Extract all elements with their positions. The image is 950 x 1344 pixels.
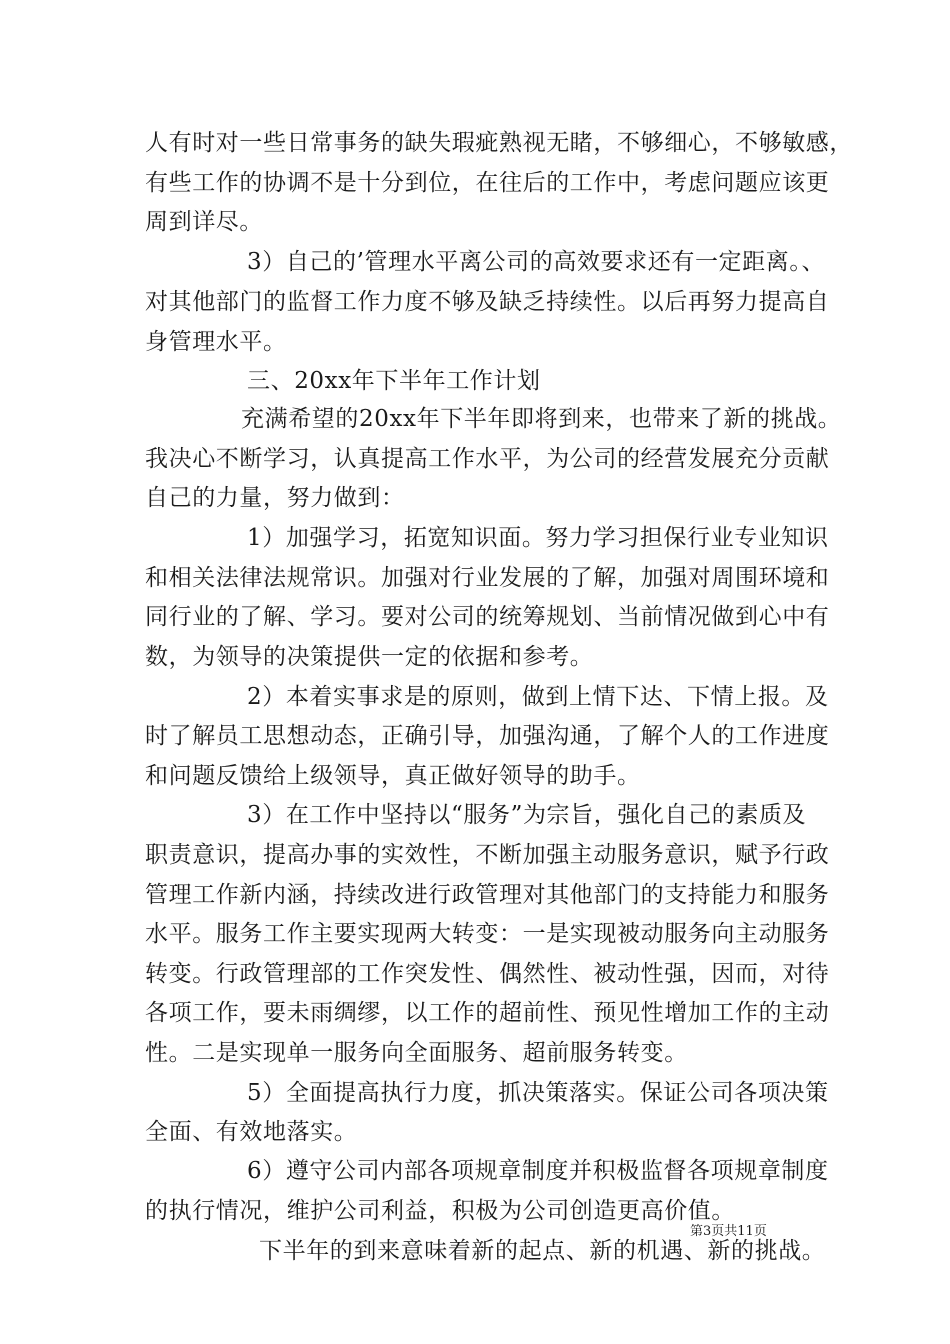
text-line: 性。二是实现单一服务向全面服务、超前服务转变。 xyxy=(145,1040,688,1066)
text-line: 全面、有效地落实。 xyxy=(145,1119,358,1145)
text-line: 各项工作，要未雨绸缪，以工作的超前性、预见性增加工作的主动 xyxy=(145,1000,830,1026)
text-line: 有些工作的协调不是十分到位，在往后的工作中，考虑问题应该更 xyxy=(145,170,830,196)
text-line: 和相关法律法规常识。加强对行业发展的了解，加强对周围环境和 xyxy=(145,565,830,591)
page-footer: 第3页共11页 xyxy=(690,1224,767,1239)
text-line: 6）遵守公司内部各项规章制度并积极监督各项规章制度 xyxy=(247,1158,829,1184)
text-line: 人有时对一些日常事务的缺失瑕疵熟视无睹，不够细心，不够敏感， xyxy=(145,130,853,156)
text-line: 水平。服务工作主要实现两大转变：一是实现被动服务向主动服务 xyxy=(145,921,830,947)
text-line: 的执行情况，维护公司利益，积极为公司创造更高价值。 xyxy=(145,1198,735,1224)
text-line: 身管理水平。 xyxy=(145,329,287,355)
text-line: 5）全面提高执行力度，抓决策落实。保证公司各项决策 xyxy=(247,1080,829,1106)
text-line: 下半年的到来意味着新的起点、新的机遇、新的挑战。 xyxy=(259,1238,826,1264)
text-line: 时了解员工思想动态，正确引导，加强沟通，了解个人的工作进度 xyxy=(145,723,830,749)
text-line: 转变。行政管理部的工作突发性、偶然性、被动性强，因而，对待 xyxy=(145,961,830,987)
text-line: 我决心不断学习，认真提高工作水平，为公司的经营发展充分贡献 xyxy=(145,446,830,472)
text-line: 管理工作新内涵，持续改进行政管理对其他部门的支持能力和服务 xyxy=(145,882,830,908)
text-line: 周到详尽。 xyxy=(145,209,263,235)
text-line: 自己的力量，努力做到： xyxy=(145,485,405,511)
text-line: 和问题反馈给上级领导，真正做好领导的助手。 xyxy=(145,763,641,789)
text-line: 对其他部门的监督工作力度不够及缺乏持续性。以后再努力提高自 xyxy=(145,289,830,315)
text-line: 2）本着实事求是的原则，做到上情下达、下情上报。及 xyxy=(247,684,829,710)
text-line: 1）加强学习，拓宽知识面。努力学习担保行业专业知识 xyxy=(247,525,829,551)
text-line: 同行业的了解、学习。要对公司的统筹规划、当前情况做到心中有 xyxy=(145,604,830,630)
text-line: 三、20xx年下半年工作计划 xyxy=(247,368,541,394)
text-line: 数，为领导的决策提供一定的依据和参考。 xyxy=(145,644,594,670)
text-line: 3）自己的’管理水平离公司的高效要求还有一定距离。、 xyxy=(247,249,826,275)
text-line: 充满希望的20xx年下半年即将到来，也带来了新的挑战。 xyxy=(241,406,842,432)
text-line: 3）在工作中坚持以“服务”为宗旨，强化自己的素质及 xyxy=(247,802,807,828)
text-line: 职责意识，提高办事的实效性，不断加强主动服务意识，赋予行政 xyxy=(145,842,830,868)
